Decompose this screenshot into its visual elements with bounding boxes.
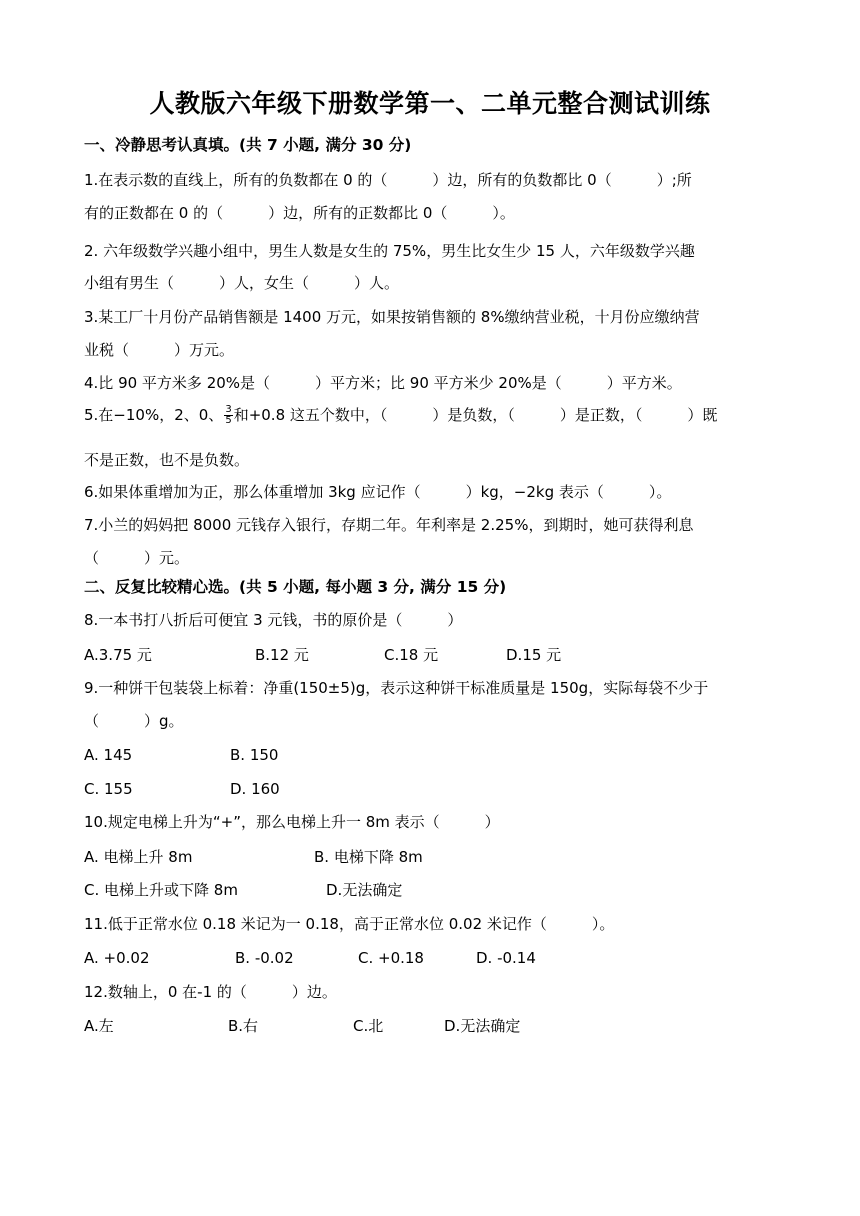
question-8-option-b: B.12 元 [255,646,309,664]
section-heading-fill-in: 一、冷静思考认真填。(共 7 小题, 满分 30 分) [84,136,412,154]
question-1-line-1: 1.在表示数的直线上，所有的负数都在 0 的（ ）边，所有的负数都比 0（ ）;所 [84,171,692,189]
question-12-option-c: C.北 [353,1017,384,1035]
question-4: 4.比 90 平方米多 20%是（ ）平方米；比 90 平方米少 20%是（ ）平方米。 [84,374,682,392]
fraction-numerator: 3 [225,404,232,415]
question-9-option-b: B. 150 [230,746,279,764]
question-7-line-1: 7.小兰的妈妈把 8000 元钱存入银行，存期二年。年利率是 2.25%，到期时，她可获得利息 [84,516,694,534]
question-9-option-c: C. 155 [84,780,133,798]
question-8-stem: 8.一本书打八折后可便宜 3 元钱，书的原价是（ ） [84,611,463,629]
question-11-stem: 11.低于正常水位 0.18 米记为一 0.18，高于正常水位 0.02 米记作（ ）。 [84,915,615,933]
question-11-option-c: C. +0.18 [358,949,424,967]
question-12-option-a: A.左 [84,1017,114,1035]
question-10-option-c: C. 电梯上升或下降 8m [84,881,238,899]
question-5-suffix: 和+0.8 这五个数中，（ ）是负数，（ ）是正数，（ ）既 [233,406,718,424]
question-9-line-1: 9.一种饼干包装袋上标着：净重(150±5)g，表示这种饼干标准质量是 150g，实际每袋不少于 [84,679,709,697]
question-6: 6.如果体重增加为正，那么体重增加 3kg 应记作（ ）kg，−2kg 表示（ ）。 [84,483,672,501]
question-8-option-a: A.3.75 元 [84,646,152,664]
question-2-line-1: 2. 六年级数学兴趣小组中，男生人数是女生的 75%，男生比女生少 15 人，六年级数学兴趣 [84,242,695,260]
question-1-line-2: 有的正数都在 0 的（ ）边，所有的正数都比 0（ ）。 [84,204,515,222]
question-5-line-1 [84,405,717,426]
question-9-line-2: （ ）g。 [84,712,184,730]
section-heading-multiple-choice: 二、反复比较精心选。(共 5 小题, 每小题 3 分, 满分 15 分) [84,578,507,596]
question-12-stem: 12.数轴上，0 在-1 的（ ）边。 [84,983,337,1001]
question-5-prefix: 5.在−10%，2、0、 [84,406,224,424]
question-9-option-d: D. 160 [230,780,280,798]
question-12-option-b: B.右 [228,1017,259,1035]
question-11-option-d: D. -0.14 [476,949,536,967]
question-8-option-d: D.15 元 [506,646,562,664]
question-12-option-d: D.无法确定 [444,1017,521,1035]
question-3-line-1: 3.某工厂十月份产品销售额是 1400 万元，如果按销售额的 8%缴纳营业税，十月份应缴纳营 [84,308,700,326]
question-10-option-d: D.无法确定 [326,881,403,899]
question-11-option-a: A. +0.02 [84,949,150,967]
question-10-option-b: B. 电梯下降 8m [314,848,423,866]
page-title: 人教版六年级下册数学第一、二单元整合测试训练 [149,89,711,118]
question-8-option-c: C.18 元 [384,646,439,664]
question-11-option-b: B. -0.02 [235,949,294,967]
question-7-line-2: （ ）元。 [84,549,190,567]
fraction-three-fifths [224,405,232,426]
question-10-option-a: A. 电梯上升 8m [84,848,193,866]
question-3-line-2: 业税（ ）万元。 [84,341,235,359]
question-9-option-a: A. 145 [84,746,133,764]
fraction-denominator: 5 [225,415,232,426]
question-10-stem: 10.规定电梯上升为“+”，那么电梯上升一 8m 表示（ ） [84,813,500,831]
question-2-line-2: 小组有男生（ ）人，女生（ ）人。 [84,274,400,292]
question-5-line-2: 不是正数，也不是负数。 [84,451,250,469]
